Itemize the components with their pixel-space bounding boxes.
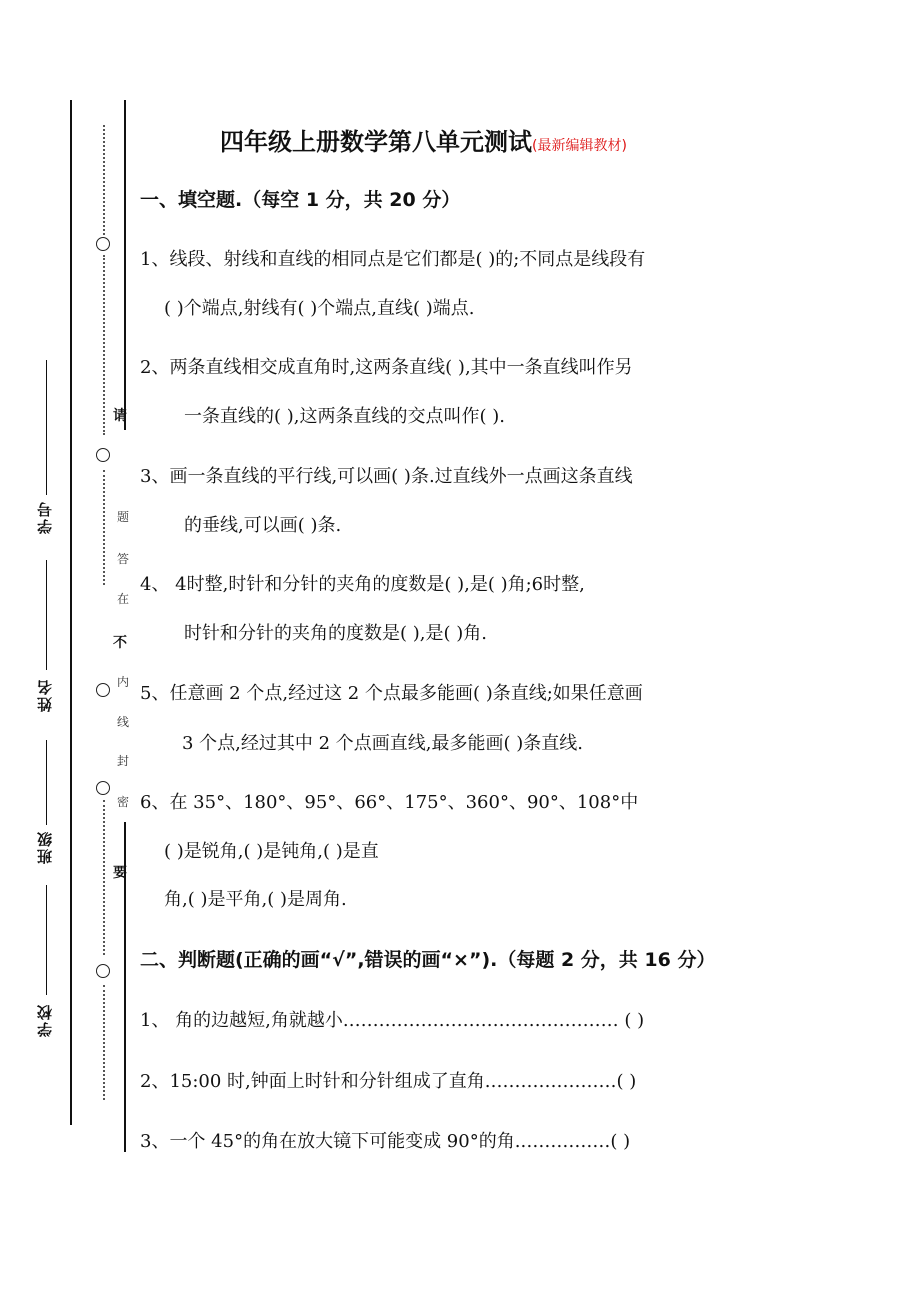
name-label: 姓名: [36, 678, 54, 712]
section1-heading: 一、填空题.（每空 1 分，共 20 分）: [140, 189, 461, 211]
question-1-line-2: ( )个端点,射线有( )个端点,直线( )端点.: [164, 298, 475, 319]
class-label: 班级: [36, 830, 54, 864]
dotted-cut-line-3: [103, 470, 105, 585]
binding-hole-5: [96, 964, 110, 978]
margin-inner-line-top: [124, 100, 126, 430]
margin-outer-line: [70, 100, 72, 1125]
question-6-line-3: 角,( )是平角,( )是周角.: [164, 889, 347, 910]
dotted-cut-line-1: [103, 125, 105, 235]
question-6-line-2: ( )是锐角,( )是钝角,( )是直: [164, 841, 379, 862]
seal-char: 线: [117, 715, 130, 729]
seal-char: 答: [117, 552, 130, 566]
page-title: [220, 122, 627, 157]
seal-char: 要: [113, 865, 127, 881]
seal-char: 内: [117, 675, 130, 689]
student-id-label: 学号: [36, 500, 54, 534]
question-1-line-1: 1、线段、射线和直线的相同点是它们都是( )的;不同点是线段有: [140, 249, 646, 270]
question-6-line-1: 6、在 35°、180°、95°、66°、175°、360°、90°、108°中: [140, 792, 639, 813]
title-main: 四年级上册数学第八单元测试: [220, 128, 532, 156]
binding-hole-4: [96, 781, 110, 795]
question-2-line-1: 2、两条直线相交成直角时,这两条直线( ),其中一条直线叫作另: [140, 357, 633, 378]
name-line[interactable]: [46, 560, 47, 670]
seal-char: 题: [117, 510, 130, 524]
seal-char: 在: [117, 592, 130, 606]
question-3-line-1: 3、画一条直线的平行线,可以画( )条.过直线外一点画这条直线: [140, 466, 633, 487]
judgment-3: 3、一个 45°的角在放大镜下可能变成 90°的角.……………( ): [140, 1131, 631, 1152]
dotted-cut-line-2: [103, 255, 105, 435]
question-5-line-2: 3 个点,经过其中 2 个点画直线,最多能画( )条直线.: [182, 733, 583, 754]
dotted-cut-line-5: [103, 985, 105, 1100]
seal-char: 不: [113, 635, 127, 651]
binding-hole-1: [96, 237, 110, 251]
question-4-line-1: 4、 4时整,时针和分针的夹角的度数是( ),是( )角;6时整,: [140, 574, 585, 595]
title-note: (最新编辑教材): [532, 138, 627, 154]
question-4-line-2: 时针和分针的夹角的度数是( ),是( )角.: [184, 623, 487, 644]
seal-char: 封: [117, 754, 130, 768]
seal-char: 密: [117, 795, 130, 809]
judgment-2: 2、15:00 时,钟面上时针和分针组成了直角.…………………( ): [140, 1071, 637, 1092]
binding-hole-2: [96, 448, 110, 462]
binding-hole-3: [96, 683, 110, 697]
dotted-cut-line-4: [103, 800, 105, 955]
class-line[interactable]: [46, 740, 47, 825]
question-2-line-2: 一条直线的( ),这两条直线的交点叫作( ).: [184, 406, 505, 427]
seal-char: 请: [113, 408, 127, 424]
question-3-line-2: 的垂线,可以画( )条.: [184, 515, 342, 536]
school-line[interactable]: [46, 885, 47, 995]
section2-heading: 二、判断题(正确的画“√”,错误的画“×”).（每题 2 分，共 16 分）: [140, 949, 716, 971]
school-label: 学校: [36, 1003, 54, 1037]
student-id-line[interactable]: [46, 360, 47, 495]
judgment-1: 1、 角的边越短,角就越小.……………………………………… ( ): [140, 1010, 645, 1031]
question-5-line-1: 5、任意画 2 个点,经过这 2 个点最多能画( )条直线;如果任意画: [140, 683, 643, 704]
